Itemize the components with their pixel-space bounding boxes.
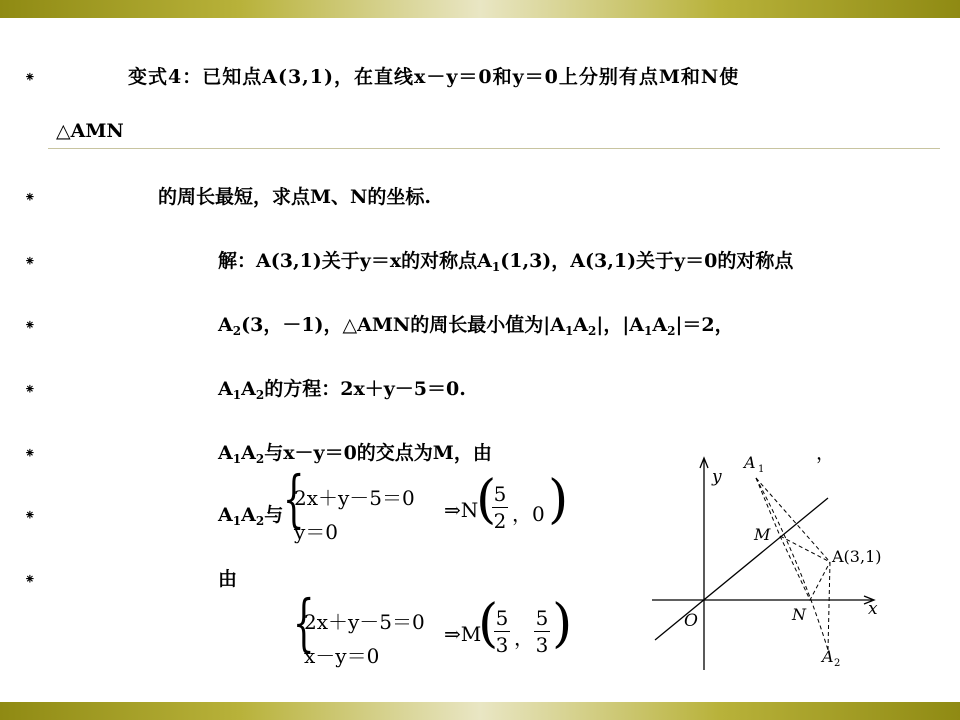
- fraction-m-y: [532, 606, 552, 657]
- denominator: 3: [495, 633, 509, 657]
- solution-line-3-text: 的方程：2x＋y－5＝0.: [264, 378, 466, 400]
- subscript: 1: [232, 514, 242, 528]
- numerator: 5: [495, 606, 509, 630]
- problem-statement-triangle: △AMN: [56, 120, 124, 142]
- point-n-label: N: [792, 605, 806, 624]
- point-m-label: M: [754, 525, 771, 544]
- solution-line-2-b: |，|A: [596, 314, 644, 336]
- numerator: 5: [493, 482, 507, 506]
- numerator: 5: [535, 606, 549, 630]
- bullet-icon: ⁕: [24, 70, 36, 86]
- solution-line-1-b: (1,3)，A(3,1)关于y＝0的对称点: [500, 250, 794, 272]
- label-a: A: [573, 314, 589, 336]
- point-a1-label: A: [744, 453, 756, 472]
- left-brace-icon: {: [292, 586, 315, 659]
- subscript: 2: [255, 452, 265, 466]
- subscript: 2: [232, 324, 242, 338]
- n-y-coordinate: ，0: [512, 502, 545, 526]
- subscript: 1: [643, 324, 653, 338]
- bullet-icon: ⁕: [24, 446, 36, 462]
- system-row-2: y＝0: [294, 520, 339, 544]
- solution-line-5: [218, 500, 283, 528]
- stray-comma: ，: [816, 442, 836, 464]
- denominator: 2: [493, 509, 507, 533]
- solution-line-3: [218, 374, 466, 402]
- equation-system-n: [278, 462, 578, 544]
- left-brace-icon: {: [282, 462, 305, 535]
- subscript: 2: [255, 388, 265, 402]
- label-a: A: [218, 504, 233, 526]
- subscript: 1: [564, 324, 574, 338]
- solution-line-6: 由: [218, 568, 238, 590]
- bullet-icon: ⁕: [24, 318, 36, 334]
- solution-line-1: [218, 246, 793, 274]
- x-axis-label: x: [868, 599, 878, 619]
- bullet-icon: ⁕: [24, 254, 36, 270]
- subscript: 2: [667, 324, 676, 338]
- solution-line-1-a: 解：A(3,1)关于y＝x的对称点A: [218, 250, 492, 272]
- fraction-n-x: [490, 482, 510, 533]
- implies-m: ⇒M: [444, 622, 482, 646]
- solution-line-4-text: 与x－y＝0的交点为M，由: [264, 442, 492, 464]
- divider: [48, 148, 940, 149]
- system-row-2: x－y＝0: [304, 644, 380, 668]
- system-row-1: 2x＋y－5＝0: [304, 610, 425, 634]
- system-row-1: 2x＋y－5＝0: [294, 486, 415, 510]
- bullet-icon: ⁕: [24, 508, 36, 524]
- solution-line-5-text: 与: [264, 504, 284, 526]
- solution-line-2-a: (3，－1)，△AMN的周长最小值为|A: [241, 314, 565, 336]
- problem-statement-line-1: 变式4：已知点A(3,1)，在直线x－y＝0和y＝0上分别有点M和N使: [128, 66, 740, 88]
- implies-n: ⇒N: [444, 498, 479, 522]
- origin-label: O: [684, 611, 698, 631]
- dashed-a1-a2: [756, 478, 828, 650]
- left-paren-icon: (: [476, 470, 497, 530]
- right-paren-icon: ): [552, 594, 573, 654]
- subscript: 2: [588, 324, 597, 338]
- subscript: 1: [232, 388, 242, 402]
- point-a2-subscript: 2: [834, 658, 841, 669]
- bottom-decorative-bar: [0, 702, 960, 720]
- label-a: A: [241, 504, 256, 526]
- dashed-m-n-a: [780, 536, 830, 600]
- denominator: 3: [535, 633, 549, 657]
- top-decorative-bar: [0, 0, 960, 18]
- problem-statement-line-2: 的周长最短，求点M、N的坐标.: [158, 186, 432, 208]
- point-a2-label: A: [822, 647, 834, 666]
- left-paren-icon: (: [478, 594, 499, 654]
- label-a: A: [218, 442, 233, 464]
- bullet-icon: ⁕: [24, 382, 36, 398]
- equation-system-m: [288, 586, 588, 668]
- label-a: A: [241, 378, 256, 400]
- point-a1-subscript: 1: [758, 464, 765, 475]
- label-a: A: [241, 442, 256, 464]
- solution-line-2: [218, 310, 734, 338]
- geometry-figure: [650, 450, 900, 675]
- comma: ，: [514, 626, 534, 650]
- subscript: 1: [491, 260, 501, 274]
- point-a-label: A(3,1): [832, 547, 882, 566]
- y-axis-label: y: [712, 467, 722, 487]
- bullet-icon: ⁕: [24, 572, 36, 588]
- label-a: A: [218, 314, 233, 336]
- label-a: A: [218, 378, 233, 400]
- solution-line-4: [218, 438, 492, 466]
- bullet-icon: ⁕: [24, 190, 36, 206]
- solution-line-2-c: |＝2，: [675, 314, 734, 336]
- subscript: 1: [232, 452, 242, 466]
- label-a: A: [652, 314, 668, 336]
- subscript: 2: [255, 514, 265, 528]
- right-paren-icon: ): [548, 470, 569, 530]
- fraction-m-x: [492, 606, 512, 657]
